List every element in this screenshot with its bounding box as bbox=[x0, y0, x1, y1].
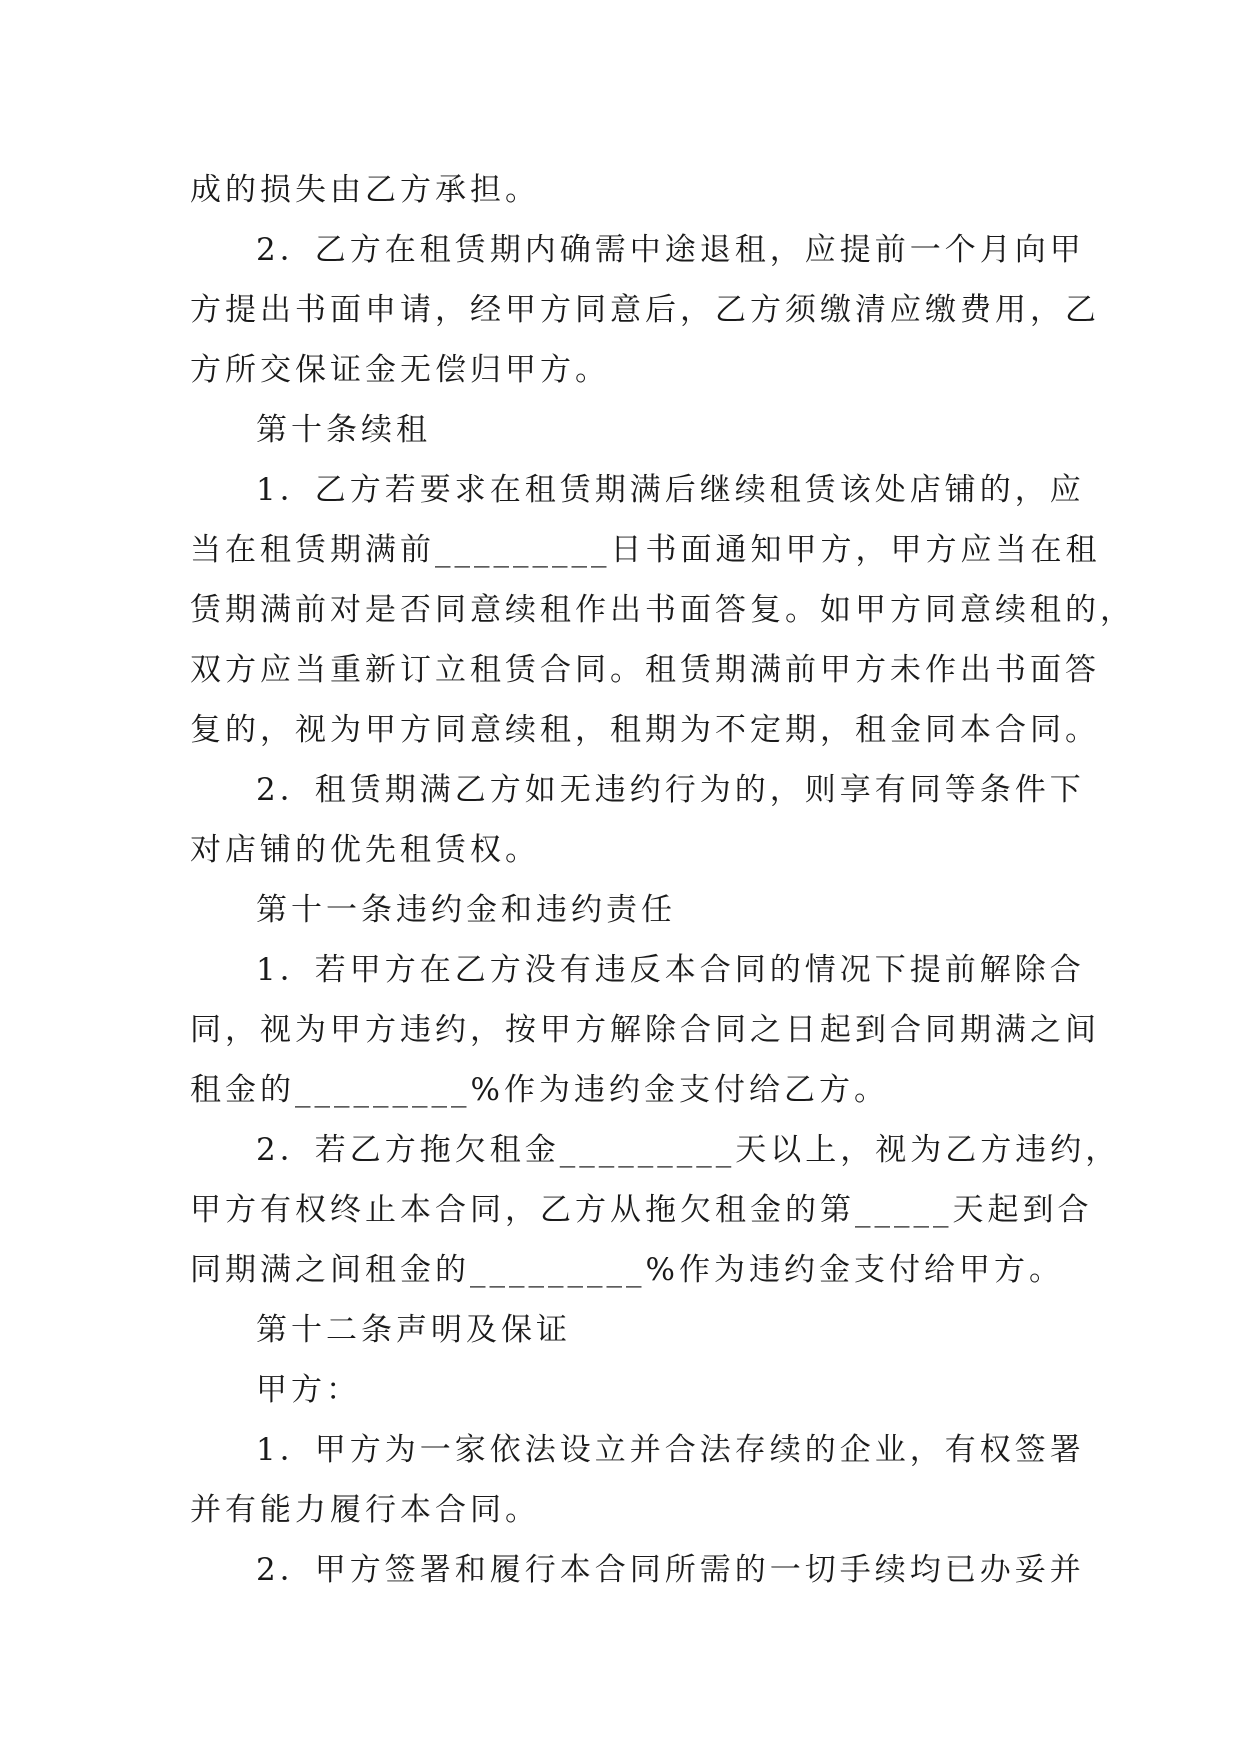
party-label: 甲方： bbox=[256, 1372, 361, 1408]
text-line: 1．甲方为一家依法设立并合法存续的企业，有权签署 bbox=[256, 1432, 1085, 1468]
section-heading: 第十二条声明及保证 bbox=[256, 1312, 571, 1348]
text-line: 复的，视为甲方同意续租，租期为不定期，租金同本合同。 bbox=[190, 712, 1100, 748]
text-line: 2．乙方在租赁期内确需中途退租，应提前一个月向甲 bbox=[256, 232, 1085, 268]
text-line: 1．若甲方在乙方没有违反本合同的情况下提前解除合 bbox=[256, 952, 1085, 988]
text-line: 2．若乙方拖欠租金_________天以上，视为乙方违约， bbox=[256, 1132, 1121, 1168]
text-line: 对店铺的优先租赁权。 bbox=[190, 832, 540, 868]
text-line: 2．租赁期满乙方如无违约行为的，则享有同等条件下 bbox=[256, 772, 1085, 808]
text-line: 并有能力履行本合同。 bbox=[190, 1492, 540, 1528]
section-heading: 第十一条违约金和违约责任 bbox=[256, 892, 676, 928]
text-line: 租金的_________%作为违约金支付给乙方。 bbox=[190, 1072, 889, 1108]
text-line: 赁期满前对是否同意续租作出书面答复。如甲方同意续租的， bbox=[190, 592, 1135, 628]
text-line: 2．甲方签署和履行本合同所需的一切手续均已办妥并 bbox=[256, 1552, 1085, 1588]
text-line: 双方应当重新订立租赁合同。租赁期满前甲方未作出书面答 bbox=[190, 652, 1100, 688]
text-line: 甲方有权终止本合同，乙方从拖欠租金的第_____天起到合 bbox=[190, 1192, 1093, 1228]
text-line: 同，视为甲方违约，按甲方解除合同之日起到合同期满之间 bbox=[190, 1012, 1100, 1048]
text-line: 1．乙方若要求在租赁期满后继续租赁该处店铺的，应 bbox=[256, 472, 1085, 508]
text-line: 当在租赁期满前_________日书面通知甲方，甲方应当在租 bbox=[190, 532, 1101, 568]
text-line: 成的损失由乙方承担。 bbox=[190, 172, 540, 208]
text-line: 方所交保证金无偿归甲方。 bbox=[190, 352, 610, 388]
document-page bbox=[190, 160, 1135, 1600]
text-line: 同期满之间租金的_________%作为违约金支付给甲方。 bbox=[190, 1252, 1064, 1288]
text-line: 方提出书面申请，经甲方同意后，乙方须缴清应缴费用，乙 bbox=[190, 292, 1100, 328]
section-heading: 第十条续租 bbox=[256, 412, 431, 448]
